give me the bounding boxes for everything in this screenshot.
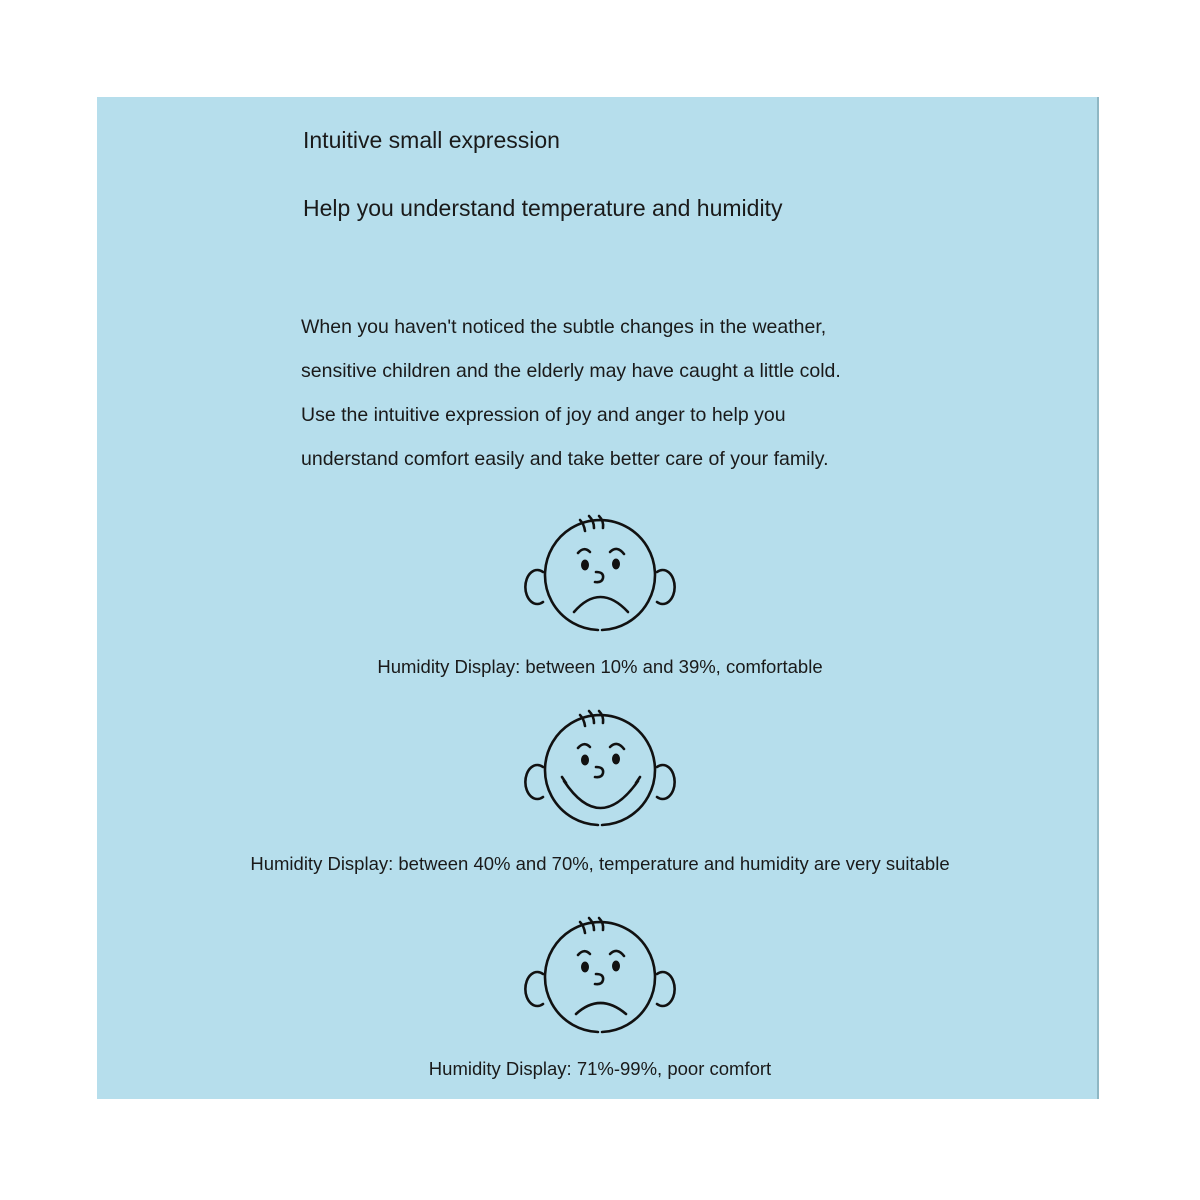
paragraph-line: understand comfort easily and take better care of your family. <box>301 448 829 470</box>
paragraph-line: Use the intuitive expression of joy and anger to help you <box>301 404 786 426</box>
subheading: Help you understand temperature and humidity <box>303 195 783 221</box>
face-caption: Humidity Display: 71%-99%, poor comfort <box>428 1058 772 1079</box>
description-paragraph <box>301 305 841 481</box>
sad-face-icon <box>522 510 678 636</box>
face-caption: Humidity Display: between 10% and 39%, comfortable <box>377 656 823 677</box>
sad-face-icon <box>522 912 678 1038</box>
heading: Intuitive small expression <box>303 127 560 153</box>
happy-face-icon <box>522 705 678 831</box>
paragraph-line: When you haven't noticed the subtle changes in the weather, <box>301 316 827 338</box>
paragraph-line: sensitive children and the elderly may have caught a little cold. <box>301 360 841 382</box>
face-caption: Humidity Display: between 40% and 70%, temperature and humidity are very suitable <box>250 853 950 874</box>
